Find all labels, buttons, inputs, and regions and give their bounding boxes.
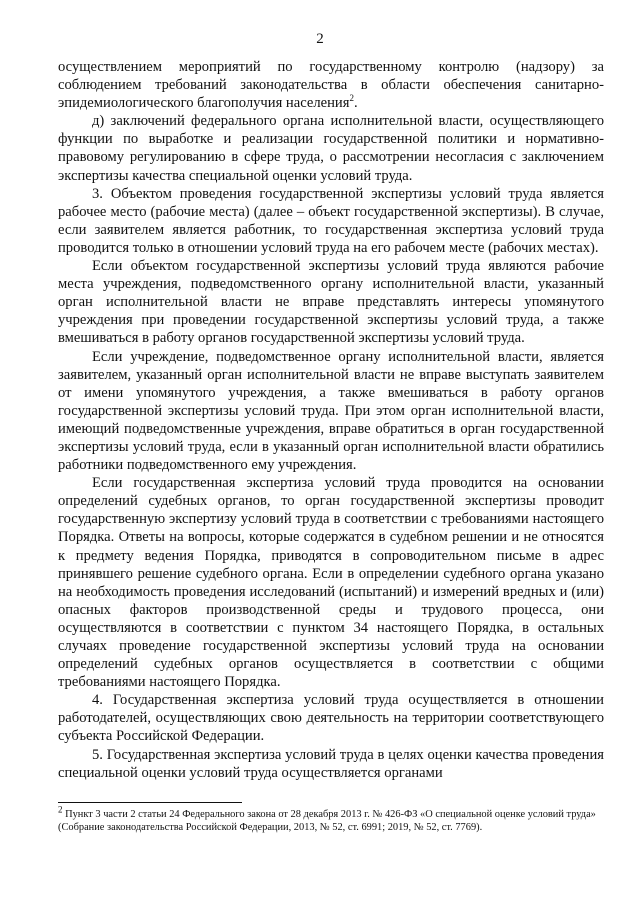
- paragraph: Если государственная экспертиза условий труда проводится на основании определений судебных органов, то орган государственной экспертизы проводит государственную экспертизу условий труда в соответствии с требованиями настоящего Порядка. Ответы на вопросы, которые содержатся в судебном решении и не относятся к предмету ведения Порядка, приводятся в сопроводительном письме в адрес принявшего решение судебного органа. Если в определении судебного органа указано на необходимость проведения исследований (испытаний) и измерений вредных и (или) опасных факторов производственной среды и трудового процесса, они осуществляются в соответствии с пунктом 34 настоящего Порядка, в остальных случаях проведение государственной экспертизы условий труда на основании определений судебных органов осуществляется в соответствии с общими требованиями настоящего Порядка.: [58, 475, 604, 691]
- footnote: [58, 804, 606, 834]
- page-number: 2: [316, 31, 324, 47]
- footnote-marker: 2: [58, 804, 63, 815]
- footnote-divider: [58, 802, 242, 803]
- paragraph: Если объектом государственной экспертизы условий труда являются рабочие места учреждения, подведомственного органу исполнительной власти, указанный орган исполнительной власти не вправе представлять интересы упомянутого учреждения при проведении государственной экспертизы условий труда, а также вмешиваться в работу органов государственной экспертизы условий труда.: [58, 258, 604, 347]
- footnote-reference[interactable]: 2: [349, 93, 354, 104]
- body-text: [58, 58, 604, 782]
- paragraph-item-3: 3. Объектом проведения государственной экспертизы условий труда является рабочее место (рабочие места) (далее – объект государственной экспертизы). В случае, если заявителем является работник, то государственная экспертиза условий труда проводится только в отношении условий труда на его рабочем месте (рабочих местах).: [58, 185, 604, 256]
- paragraph-text-tail: .: [353, 95, 358, 112]
- footnote-text: Пункт 3 части 2 статьи 24 Федерального закона от 28 декабря 2013 г. № 426-ФЗ «О специальной оценке условий труда» (Собрание законодательства Российской Федерации, 2013, № 52, ст. 6991; 2019, № 52, ст. 7769).: [58, 809, 596, 833]
- paragraph-continuation: [58, 58, 604, 112]
- paragraph: Если учреждение, подведомственное органу исполнительной власти, является заявителем, указанный орган исполнительной власти не вправе выступать заявителем от имени упомянутого учреждения, а также вмешиваться в работу органов государственной экспертизы условий труда. При этом орган исполнительной власти, имеющий подведомственные учреждения, вправе обратиться в орган государственной экспертизы условий труда, если в указанный орган исполнительной власти обратились работники подведомственного ему учреждения.: [58, 348, 604, 474]
- paragraph-subitem-d: д) заключений федерального органа исполнительной власти, осуществляющего функции по выработке и реализации государственной политики и нормативно-правовому регулированию в сфере труда, о рассмотрении несогласия с заключением экспертизы качества специальной оценки условий труда.: [58, 113, 604, 184]
- paragraph-text: осуществлением мероприятий по государственному контролю (надзору) за соблюдением требований законодательства в области обеспечения санитарно-эпидемиологического благополучия населения: [58, 59, 604, 112]
- paragraph-item-5: 5. Государственная экспертиза условий труда в целях оценки качества проведения специальной оценки условий труда осуществляется органами: [58, 746, 604, 781]
- paragraph-item-4: 4. Государственная экспертиза условий труда осуществляется в отношении работодателей, осуществляющих свою деятельность на территории соответствующего субъекта Российской Федерации.: [58, 692, 604, 745]
